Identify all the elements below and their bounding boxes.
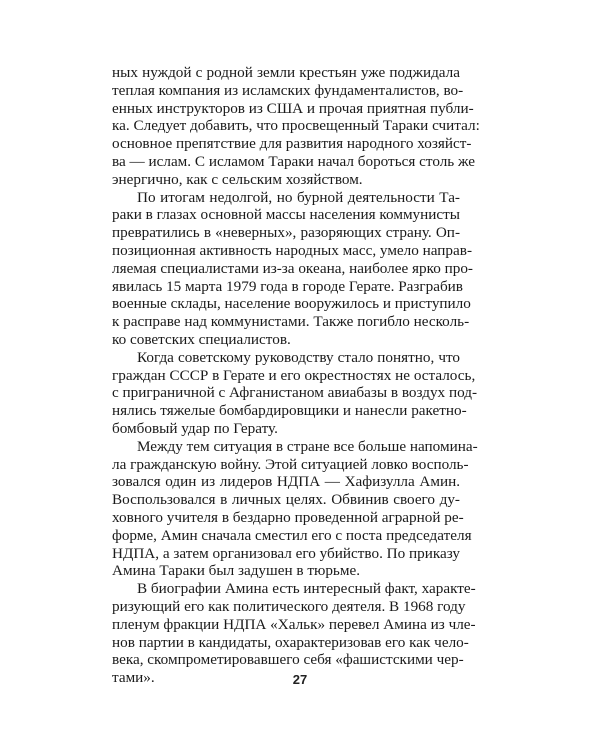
text-line: НДПА, а затем организовал его убийство. По приказу: [112, 544, 461, 562]
text-line: ко советских специалистов.: [112, 330, 291, 348]
text-line: ховного учителя в бездарно проведенной аграрной ре-: [112, 508, 464, 526]
text-line: основное препятствие для развития народного хозяйст-: [112, 135, 472, 153]
text-line: По итогам недолгой, но бурной деятельности Та-: [137, 188, 460, 206]
text-line: Амина Тараки был задушен в тюрьме.: [112, 562, 360, 580]
text-line: теплая компания из исламских фундаменталистов, во-: [112, 81, 464, 99]
page-body-text: [112, 64, 480, 687]
text-line: ных нуждой с родной земли крестьян уже поджидала: [112, 64, 460, 81]
text-line: позиционная активность народных масс, умело направ-: [112, 241, 472, 259]
text-line: века, скомпрометировавшего себя «фашистскими чер-: [112, 651, 464, 669]
text-line: ва — ислам. С исламом Тараки начал бороться столь же: [112, 152, 476, 170]
text-line: нов партии в кандидаты, охарактеризовав его как чело-: [112, 633, 469, 651]
text-line: зовался один из лидеров НДПА — Хафизулла Амин.: [112, 473, 460, 491]
text-line: Воспользовался в личных целях. Обвинив своего ду-: [112, 491, 460, 509]
text-line: граждан СССР в Герате и его окрестностях не осталось,: [112, 366, 476, 384]
text-line: форме, Амин сначала сместил его с поста председателя: [112, 526, 472, 544]
paragraph: [112, 580, 476, 687]
text-line: военные склады, население вооружилось и приступило: [112, 295, 471, 313]
text-line: Между тем ситуация в стране все больше напомина-: [137, 437, 478, 455]
page-number: 27: [292, 672, 308, 687]
paragraph: [112, 348, 478, 438]
text-line: нялись тяжелые бомбардировщики и нанесли ракетно-: [112, 402, 467, 420]
paragraph: [112, 437, 478, 580]
text-line: енных инструкторов из США и прочая приятная публи-: [112, 99, 474, 117]
text-line: ла гражданскую войну. Этой ситуацией ловко восполь-: [112, 455, 469, 473]
text-line: превратились в «неверных», разоряющих страну. Оп-: [112, 224, 460, 242]
text-line: Когда советскому руководству стало понятно, что: [137, 348, 460, 366]
text-line: ризующий его как политического деятеля. В 1968 году: [112, 597, 466, 615]
text-line: с приграничной с Афганистаном авиабазы в воздух под-: [112, 384, 478, 402]
text-line: бомбовый удар по Герату.: [112, 419, 278, 437]
text-line: энергично, как с сельским хозяйством.: [112, 170, 363, 188]
text-line: явилась 15 марта 1979 года в городе Герате. Разграбив: [112, 277, 463, 295]
text-line: пленум фракции НДПА «Хальк» перевел Амина из чле-: [112, 615, 476, 633]
text-line: ляемая специалистами из-за океана, наиболее ярко про-: [112, 259, 473, 277]
paragraph: [112, 64, 480, 189]
text-line: тами».: [112, 669, 155, 687]
text-line: В биографии Амина есть интересный факт, характе-: [137, 580, 476, 598]
text-line: раки в глазах основной массы населения коммунисты: [112, 206, 460, 224]
paragraph: [112, 188, 473, 349]
text-line: к расправе над коммунистами. Также погибло несколь-: [112, 313, 470, 331]
text-line: ка. Следует добавить, что просвещенный Тараки считал:: [112, 117, 480, 135]
